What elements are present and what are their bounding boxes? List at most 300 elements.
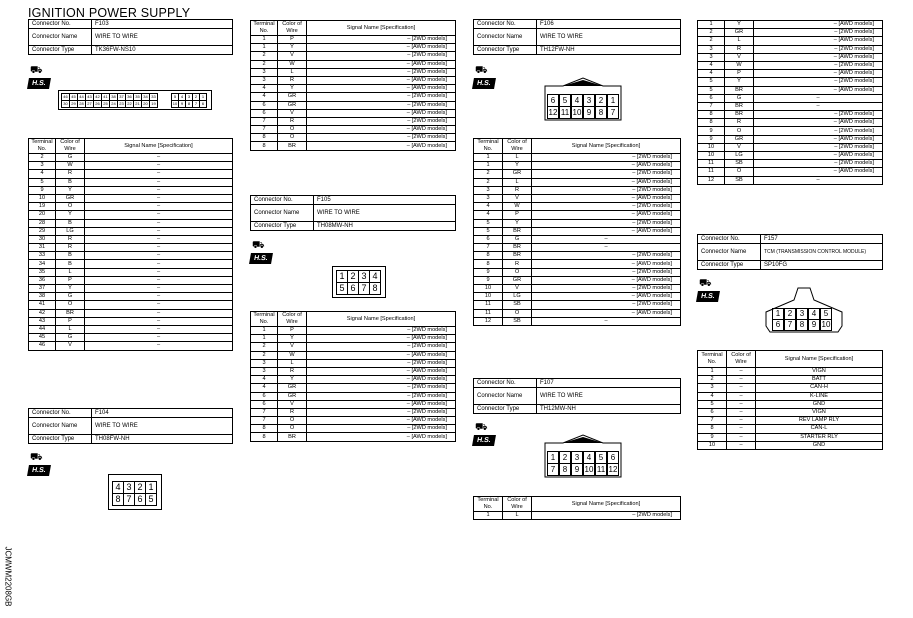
wire-color-header: Color of Wire — [503, 497, 532, 512]
signal-name-cell: – — [85, 268, 233, 276]
signal-name-cell: – [AWD models] — [532, 227, 681, 235]
harness-side-icon — [697, 278, 723, 308]
signal-name-cell: – [2WD models] — [754, 127, 883, 135]
table-row — [29, 227, 233, 235]
signal-name-cell: – [AWD models] — [532, 162, 681, 170]
connector-name-value: TCM (TRANSMISSION CONTROL MODULE) — [761, 244, 883, 261]
table-row — [29, 309, 233, 317]
terminal-no-cell: 1 — [474, 154, 503, 162]
wire-color-cell: O — [56, 203, 85, 211]
wire-color-cell: G — [725, 94, 754, 102]
pin-cell: 4 — [808, 308, 820, 320]
pin-cell: 5 — [171, 93, 179, 101]
table-row — [251, 392, 456, 400]
pin-cell: 3 — [571, 451, 583, 464]
wire-color-cell: O — [278, 126, 307, 134]
connector-no-label: Connector No. — [29, 20, 92, 29]
table-row — [251, 351, 456, 359]
signal-name-header: Signal Name [Specification] — [307, 312, 456, 327]
wire-color-cell: W — [56, 162, 85, 170]
table-row — [474, 170, 681, 178]
wire-color-cell: W — [725, 61, 754, 69]
pin-cell: 28 — [77, 100, 86, 108]
connector-name-value: WIRE TO WIRE — [537, 388, 681, 405]
table-row — [698, 368, 883, 376]
table-row — [251, 134, 456, 142]
f105-connector-face — [332, 266, 386, 298]
signal-name-cell: – — [85, 170, 233, 178]
signal-name-cell: – [2WD models] — [532, 203, 681, 211]
connector-name-label: Connector Name — [29, 418, 92, 435]
connector-no-label: Connector No. — [698, 235, 761, 244]
signal-name-cell: – [2WD models] — [532, 186, 681, 194]
terminal-no-cell: 30 — [29, 235, 56, 243]
table-row — [474, 276, 681, 284]
pin-cell: 8 — [185, 100, 193, 108]
signal-name-cell: – [2WD models] — [532, 252, 681, 260]
wire-color-cell: – — [727, 392, 756, 400]
terminal-no-cell: 3 — [251, 359, 278, 367]
wire-color-cell: L — [56, 268, 85, 276]
table-row — [474, 252, 681, 260]
table-row — [29, 178, 233, 186]
wire-color-cell: GR — [278, 392, 307, 400]
wire-color-header: Color of Wire — [56, 139, 85, 154]
wire-color-header: Color of Wire — [727, 351, 756, 368]
table-row — [29, 252, 233, 260]
table-row — [698, 53, 883, 61]
table-row — [474, 285, 681, 293]
f107-connector-face — [543, 433, 623, 479]
f107-pin-table-continued — [697, 20, 883, 185]
wire-color-cell: Y — [56, 211, 85, 219]
terminal-no-cell: 6 — [251, 109, 278, 117]
wire-color-cell: Y — [725, 21, 754, 29]
signal-name-cell: – — [85, 194, 233, 202]
table-row — [698, 102, 883, 110]
terminal-no-cell: 4 — [29, 170, 56, 178]
signal-name-cell: – [AWD models] — [754, 135, 883, 143]
hs-label: H.S. — [249, 253, 273, 264]
signal-name-cell: – — [85, 260, 233, 268]
f104-connector-face — [108, 474, 162, 510]
signal-name-cell: – [2WD models] — [754, 143, 883, 151]
signal-name-cell: – — [85, 211, 233, 219]
table-row — [698, 425, 883, 433]
pin-cell: 1 — [772, 308, 784, 320]
terminal-no-cell: 37 — [29, 285, 56, 293]
table-row — [698, 94, 883, 102]
wire-color-cell: V — [503, 285, 532, 293]
connector-name-label: Connector Name — [698, 244, 761, 261]
f106-pin-table — [473, 138, 681, 326]
connector-no-label: Connector No. — [474, 379, 537, 388]
signal-name-cell: – [2WD models] — [307, 392, 456, 400]
pin-cell: 10 — [821, 320, 831, 329]
terminal-no-cell: 8 — [251, 433, 278, 441]
signal-name-cell: – [2WD models] — [532, 154, 681, 162]
terminal-no-cell: 9 — [698, 127, 725, 135]
signal-name-cell: – [AWD models] — [754, 86, 883, 94]
wire-color-cell: V — [725, 53, 754, 61]
table-row — [251, 52, 456, 60]
terminal-no-cell: 7 — [251, 408, 278, 416]
table-row — [251, 359, 456, 367]
wire-color-cell: R — [56, 170, 85, 178]
signal-name-cell: – [2WD models] — [307, 327, 456, 335]
wire-color-cell: V — [278, 109, 307, 117]
terminal-no-cell: 10 — [698, 143, 725, 151]
pin-cell: 5 — [820, 308, 832, 320]
connector-icon: ⛟ — [475, 65, 488, 76]
signal-name-cell: – [2WD models] — [532, 170, 681, 178]
pin-cell: 5 — [559, 94, 571, 107]
terminal-no-cell: 29 — [29, 227, 56, 235]
terminal-no-header: Terminal No. — [251, 21, 278, 36]
wire-color-cell: BR — [56, 309, 85, 317]
signal-name-cell: – [AWD models] — [307, 76, 456, 84]
pin-cell: 27 — [85, 100, 94, 108]
table-row — [474, 244, 681, 252]
pin-cell: 9 — [808, 319, 820, 331]
terminal-no-cell: 1 — [251, 335, 278, 343]
connector-icon: ⛟ — [30, 65, 43, 76]
table-row — [29, 186, 233, 194]
table-row — [474, 219, 681, 227]
pin-cell: 6 — [607, 451, 619, 464]
terminal-no-cell: 46 — [29, 342, 56, 350]
terminal-no-cell: 4 — [474, 203, 503, 211]
pin-cell: 3 — [796, 308, 808, 320]
wire-color-cell: Y — [503, 162, 532, 170]
wire-color-cell: GR — [503, 170, 532, 178]
table-row — [29, 268, 233, 276]
terminal-no-cell: 2 — [698, 376, 727, 384]
signal-name-cell: – — [85, 235, 233, 243]
wire-color-cell: B — [56, 252, 85, 260]
hs-label: H.S. — [696, 291, 720, 302]
wire-color-cell: – — [727, 376, 756, 384]
pin-cell: 45 — [69, 93, 78, 101]
wire-color-cell: O — [278, 134, 307, 142]
pin-cell: 10 — [172, 101, 178, 106]
connector-type-value: TK36FW-NS10 — [92, 46, 233, 55]
terminal-no-cell: 3 — [474, 186, 503, 194]
signal-name-cell: – [2WD models] — [307, 68, 456, 76]
terminal-no-header: Terminal No. — [474, 497, 503, 512]
harness-side-icon — [28, 452, 54, 482]
connector-no-value: F107 — [537, 379, 681, 388]
table-row — [698, 384, 883, 392]
connector-icon: ⛟ — [30, 452, 43, 463]
wire-color-cell: L — [725, 37, 754, 45]
wire-color-cell: Y — [725, 78, 754, 86]
wire-color-cell: B — [56, 260, 85, 268]
wire-color-cell: L — [503, 154, 532, 162]
pin-cell: 23 — [117, 100, 126, 108]
f105-connector-info — [250, 195, 456, 231]
terminal-no-header: Terminal No. — [698, 351, 727, 368]
f104-pin-table — [250, 20, 456, 151]
terminal-no-cell: 41 — [29, 301, 56, 309]
table-row — [698, 21, 883, 29]
pin-cell: 7 — [123, 493, 135, 506]
wire-color-cell: Y — [278, 85, 307, 93]
pin-cell: 2 — [559, 451, 571, 464]
signal-name-header: Signal Name [Specification] — [307, 21, 456, 36]
wire-color-cell: V — [278, 400, 307, 408]
pin-cell: 1 — [607, 94, 619, 107]
f107-connector-info — [473, 378, 681, 414]
pin-cell: 6 — [772, 319, 784, 331]
terminal-no-cell: 6 — [698, 94, 725, 102]
signal-name-cell: – [AWD models] — [754, 152, 883, 160]
terminal-no-cell: 9 — [474, 268, 503, 276]
hs-label: H.S. — [27, 78, 51, 89]
pin-cell: 7 — [607, 106, 619, 119]
signal-name-cell: CAN-L — [756, 425, 883, 433]
terminal-no-cell: 5 — [474, 227, 503, 235]
connector-icon: ⛟ — [252, 240, 265, 251]
connector-name-label: Connector Name — [474, 388, 537, 405]
terminal-no-cell: 9 — [474, 276, 503, 284]
connector-no-label: Connector No. — [29, 409, 92, 418]
signal-name-cell: – [2WD models] — [754, 45, 883, 53]
pin-cell: 7 — [547, 463, 559, 476]
connector-name-value: WIRE TO WIRE — [92, 29, 233, 46]
table-row — [251, 109, 456, 117]
terminal-no-cell: 1 — [698, 368, 727, 376]
signal-name-cell: – [AWD models] — [307, 351, 456, 359]
signal-name-cell: – [2WD models] — [307, 93, 456, 101]
table-row — [251, 367, 456, 375]
signal-name-cell: – [2WD models] — [754, 78, 883, 86]
f107-pin-table — [473, 496, 681, 520]
pin-cell: 5 — [336, 282, 348, 295]
pin-cell: 4 — [178, 93, 186, 101]
terminal-no-cell: 7 — [251, 417, 278, 425]
signal-name-cell: – [AWD models] — [532, 309, 681, 317]
table-row — [29, 154, 233, 162]
signal-name-cell: – [2WD models] — [307, 343, 456, 351]
signal-name-cell: – [AWD models] — [532, 293, 681, 301]
pin-cell: 37 — [117, 93, 126, 101]
pin-cell: 11 — [596, 465, 606, 474]
wire-color-cell: G — [503, 235, 532, 243]
pin-cell: 36 — [125, 93, 134, 101]
connector-no-value: F105 — [314, 196, 456, 205]
pin-cell: 38 — [109, 93, 118, 101]
table-row — [698, 37, 883, 45]
terminal-no-cell: 8 — [474, 252, 503, 260]
table-row — [29, 194, 233, 202]
signal-name-cell: – [AWD models] — [307, 376, 456, 384]
terminal-no-cell: 11 — [474, 309, 503, 317]
connector-type-label: Connector Type — [251, 222, 314, 231]
wire-color-cell: B — [56, 219, 85, 227]
connector-type-value: TH12FW-NH — [537, 46, 681, 55]
wire-color-cell: L — [56, 325, 85, 333]
wire-color-header: Color of Wire — [503, 139, 532, 154]
signal-name-header: Signal Name [Specification] — [85, 139, 233, 154]
wire-color-cell: R — [278, 367, 307, 375]
terminal-no-cell: 1 — [251, 36, 278, 44]
table-row — [29, 244, 233, 252]
table-row — [698, 152, 883, 160]
f104-connector-info — [28, 408, 233, 444]
wire-color-cell: O — [725, 127, 754, 135]
wire-color-cell: BR — [725, 111, 754, 119]
pin-cell: 10 — [572, 108, 582, 117]
table-row — [474, 235, 681, 243]
table-row — [698, 143, 883, 151]
terminal-no-cell: 6 — [251, 392, 278, 400]
wire-color-cell: BR — [278, 433, 307, 441]
table-row — [474, 203, 681, 211]
drawing-code: JCMWM2208GB — [3, 546, 13, 607]
table-row — [474, 186, 681, 194]
wire-color-cell: L — [503, 512, 532, 520]
hs-label: H.S. — [27, 465, 51, 476]
terminal-no-cell: 10 — [474, 293, 503, 301]
terminal-no-cell: 2 — [29, 154, 56, 162]
table-row — [29, 301, 233, 309]
table-row — [698, 176, 883, 184]
wire-color-cell: – — [727, 433, 756, 441]
signal-name-cell: – — [85, 252, 233, 260]
signal-name-cell: – — [85, 285, 233, 293]
table-row — [698, 78, 883, 86]
signal-name-cell: – — [532, 235, 681, 243]
signal-name-cell: – — [85, 154, 233, 162]
terminal-no-cell: 6 — [251, 400, 278, 408]
wire-color-cell: O — [278, 417, 307, 425]
table-row — [29, 342, 233, 350]
signal-name-cell: – [2WD models] — [532, 268, 681, 276]
table-row — [474, 301, 681, 309]
terminal-no-cell: 5 — [698, 86, 725, 94]
f103-connector-face — [58, 90, 212, 110]
table-row — [29, 293, 233, 301]
pin-cell: 46 — [61, 93, 70, 101]
connector-name-label: Connector Name — [474, 29, 537, 46]
terminal-no-cell: 6 — [698, 408, 727, 416]
pin-cell: 2 — [784, 308, 796, 320]
wire-color-cell: BR — [278, 142, 307, 150]
connector-name-value: WIRE TO WIRE — [92, 418, 233, 435]
wire-color-cell: GR — [278, 93, 307, 101]
terminal-no-cell: 19 — [29, 203, 56, 211]
signal-name-cell: – [2WD models] — [307, 52, 456, 60]
signal-name-header: Signal Name [Specification] — [532, 497, 681, 512]
terminal-no-cell: 3 — [474, 194, 503, 202]
table-row — [29, 334, 233, 342]
table-row — [698, 61, 883, 69]
signal-name-cell: – [AWD models] — [307, 400, 456, 408]
terminal-no-cell: 11 — [474, 301, 503, 309]
connector-no-label: Connector No. — [474, 20, 537, 29]
terminal-no-cell: 8 — [251, 425, 278, 433]
signal-name-cell: – [2WD models] — [532, 285, 681, 293]
table-row — [698, 86, 883, 94]
table-row — [474, 260, 681, 268]
table-row — [474, 162, 681, 170]
signal-name-cell: – — [85, 244, 233, 252]
signal-name-cell: – [AWD models] — [307, 60, 456, 68]
signal-name-cell: – — [85, 293, 233, 301]
table-row — [698, 441, 883, 449]
terminal-no-cell: 1 — [474, 512, 503, 520]
wire-color-cell: R — [503, 186, 532, 194]
pin-cell: 11 — [560, 108, 570, 117]
pin-cell: 8 — [369, 282, 381, 295]
table-row — [698, 408, 883, 416]
connector-type-value: TH12MW-NH — [537, 405, 681, 414]
table-row — [29, 235, 233, 243]
table-row — [251, 44, 456, 52]
signal-name-cell: – [AWD models] — [754, 53, 883, 61]
wire-color-cell: R — [278, 76, 307, 84]
terminal-no-cell: 4 — [698, 70, 725, 78]
signal-name-cell: – — [85, 162, 233, 170]
table-row — [698, 168, 883, 176]
wire-color-cell: G — [56, 293, 85, 301]
terminal-no-cell: 1 — [251, 44, 278, 52]
table-row — [474, 211, 681, 219]
pin-cell: 5 — [595, 451, 607, 464]
terminal-no-cell: 1 — [474, 162, 503, 170]
terminal-no-cell: 45 — [29, 334, 56, 342]
terminal-no-cell: 3 — [29, 162, 56, 170]
wire-color-cell: GR — [278, 101, 307, 109]
pin-cell: 33 — [149, 93, 158, 101]
pin-cell: 1 — [199, 93, 207, 101]
signal-name-cell: – — [85, 186, 233, 194]
wire-color-cell: BR — [503, 252, 532, 260]
wire-color-cell: LG — [56, 227, 85, 235]
signal-name-cell: – — [532, 317, 681, 325]
f106-connector-face — [543, 76, 623, 122]
pin-cell: 34 — [141, 93, 150, 101]
wire-color-cell: P — [503, 211, 532, 219]
signal-name-cell: – — [85, 178, 233, 186]
pin-cell: 8 — [112, 493, 124, 506]
signal-name-cell: – [2WD models] — [307, 134, 456, 142]
f106-connector-info — [473, 19, 681, 55]
hs-label: H.S. — [472, 78, 496, 89]
pin-cell: 44 — [77, 93, 86, 101]
terminal-no-cell: 10 — [698, 441, 727, 449]
signal-name-cell: – — [85, 309, 233, 317]
f105-pin-table — [250, 311, 456, 442]
terminal-no-cell: 20 — [29, 211, 56, 219]
pin-cell: 1 — [547, 451, 559, 464]
wire-color-cell: Y — [503, 219, 532, 227]
signal-name-cell: VIGN — [756, 368, 883, 376]
pin-cell: 7 — [784, 319, 796, 331]
table-row — [251, 343, 456, 351]
pin-cell: 9 — [571, 463, 583, 476]
table-row — [474, 227, 681, 235]
signal-name-cell: – — [85, 301, 233, 309]
signal-name-cell: – [2WD models] — [307, 117, 456, 125]
wire-color-cell: V — [278, 343, 307, 351]
wire-color-cell: R — [278, 117, 307, 125]
signal-name-cell: – — [754, 176, 883, 184]
signal-name-cell: – [AWD models] — [532, 211, 681, 219]
pin-cell: 4 — [112, 481, 124, 494]
connector-no-value: F106 — [537, 20, 681, 29]
